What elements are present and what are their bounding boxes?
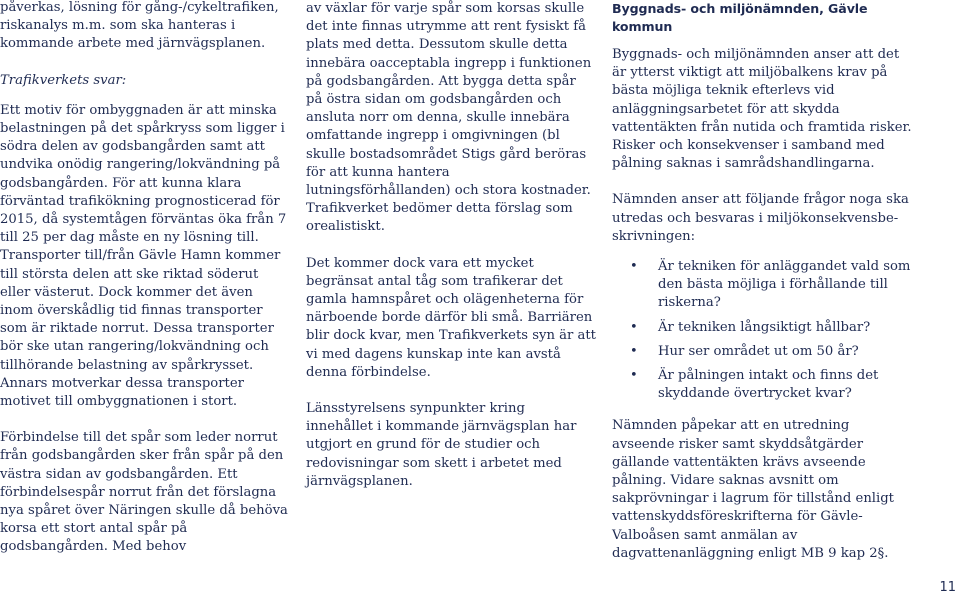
paragraph-2: Det kommer dock vara ett mycket begränsat antal tåg som trafikerar det gamla hamnspåret och olägenheterna för närboende borde därför bli små. Barriären blir dock kvar, men Trafikverkets syn är att vi med dagens kunskap inte kan avstå denna förbindelse. xyxy=(306,255,596,380)
paragraph-3: Länsstyrelsens synpunkter kring innehållet i kommande järnvägsplan har utgjort en grund för de studier och redovisningar som skett i arbetet med järnvägsplanen. xyxy=(306,401,577,489)
paragraph-3: Nämnden påpekar att en utredning avseende risker samt skyddsåtgärder gällande vattentäkten krävs avseende pålning. Vidare saknas avsnitt om sakprövningar i lagrum för tillstånd enligt vattenskyddsföreskrifterna för Gävle-Valboåsen samt anmälan av dagvattenanläggning enligt MB 9 kap 2§. xyxy=(612,418,894,561)
paragraph-1: Byggnads- och miljönämnden anser att det är ytterst viktigt att miljöbalkens krav på bästa möjliga teknik efterlevs vid anläggningsarbetet för att skydda vattentäkten från nutida och framtida risker. Risker och konsekvenser i samband med pålning saknas i samrådshandlingarna. xyxy=(612,47,912,172)
list-item: • Är tekniken långsiktigt hållbar? xyxy=(612,319,912,337)
page-number: 11 xyxy=(939,579,956,595)
column-left xyxy=(0,0,290,575)
bullet-icon: • xyxy=(630,368,638,384)
answer-paragraph-1: Ett motiv för ombyggnaden är att minska belastningen på det spårkryss som ligger i södra delen av godsbangården samt att undvika onödig rangering/lokvändning på godsbangården. För att kunna klara förväntad trafikökning prognosticerad för 2015, då systemtågen förväntas öka från 7 till 25 per dag måste en ny lösning till. Transporter till/från Gävle Hamn kommer till största delen att ske riktad söderut eller västerut. Dock kommer det även inom överskådlig tid finnas transporter som är riktade norrut. Dessa transporter bör ske utan rangering/lokvändning och tillhörande belastning av spårkrysset. Annars motverkar dessa transporter motivet till ombyggnationen i stort. xyxy=(0,102,287,410)
answer-heading: Trafikverkets svar: xyxy=(0,72,127,88)
intro-paragraph: påverkas, lösning för gång-/cykeltrafiken, riskanalys m.m. som ska hanteras i kommande arbete med järnvägsplanen. xyxy=(0,0,279,52)
bullet-icon: • xyxy=(630,319,638,335)
column-middle xyxy=(306,0,596,509)
bullet-icon: • xyxy=(630,259,638,275)
column-right xyxy=(612,0,912,581)
question-list xyxy=(612,258,912,403)
answer-paragraph-2: Förbindelse till det spår som leder norrut från godsbangården sker från spår på den västra sidan av godsbangården. Ett förbindelsespår norrut från det förslagna nya spåret över Näringen skulle då behöva korsa ett stort antal spår på godsbangården. Med behov xyxy=(0,430,288,555)
list-item: • Hur ser området ut om 50 år? xyxy=(612,343,912,361)
paragraph-1: av växlar för varje spår som korsas skulle det inte finnas utrymme att rent fysiskt få plats med detta. Dessutom skulle detta innebära oacceptabla ingrepp i funktionen på godsbangården. Att bygga detta spår på östra sidan om godsbangården och ansluta norr om denna, skulle innebära omfattande ingrepp i omgivningen (bl skulle bostadsområdet Stigs gård beröras för att kunna hantera lutningsförhållanden) och stora kostnader. Trafikverket bedömer detta förslag som orealistiskt. xyxy=(306,1,592,235)
paragraph-2: Nämnden anser att följande frågor noga ska utredas och besvaras i miljökonsekvensbeskrivningen: xyxy=(612,192,909,244)
list-item: • Är pålningen intakt och finns det skyddande övertrycket kvar? xyxy=(630,368,879,402)
bullet-icon: • xyxy=(630,343,638,359)
list-item: • Är tekniken för anläggandet vald som den bästa möjliga i förhållande till riskerna? xyxy=(630,259,911,311)
section-heading: Byggnads- och miljönämnden, Gävle kommun xyxy=(612,1,868,34)
